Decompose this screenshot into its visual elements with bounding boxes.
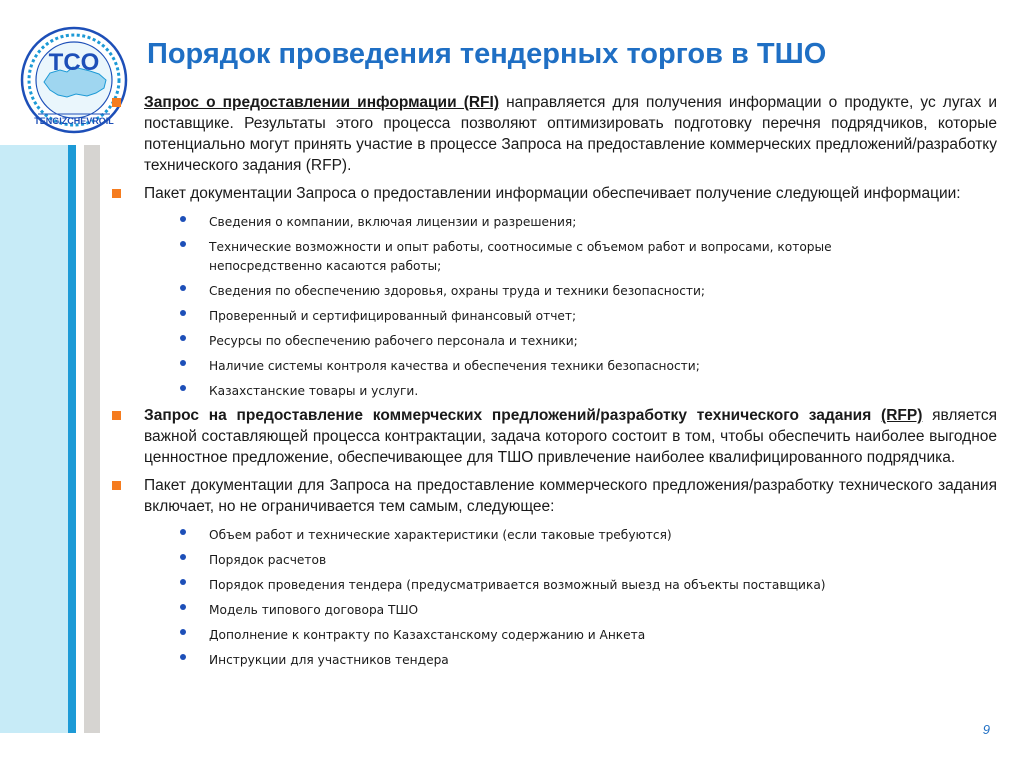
list-item: Проверенный и сертифицированный финансовый отчет; [112,305,997,324]
list-item: Объем работ и технические характеристики (если таковые требуются) [112,524,997,543]
left-decor-gray [84,145,100,733]
list-item: Технические возможности и опыт работы, соотносимые с объемом работ и вопросами, которые непосредственно касаются работы; [112,236,997,274]
bullet-dot-icon [180,529,186,535]
rfp-text: является важной составляющей процесса контрактации, задача которого состоит в том, чтобы обеспечить наиболее выгодное ценностное предложение, обеспечивающее для ТШО привлечение наиболее квалифицированного подрядчика. [144,407,997,466]
rfp-package-list [112,524,997,668]
list-item: Наличие системы контроля качества и обеспечения техники безопасности; [112,355,997,374]
logo-caption: TENGIZCHEVROIL [34,116,114,126]
rfi-text: направляется для получения информации о продукте, ус лугах и поставщике. Результаты этого процесса позволяют оптимизировать подготовку перечня подрядчиков, которые потенциально могут принять участие в процессе Запроса на предоставление коммерческих предложений/разработку технического задания (RFP). [144,94,997,174]
logo-letters: TCO [48,49,100,76]
rfp-package-paragraph: Пакет документации для Запроса на предоставление коммерческого предложения/разработку технического задания включает, но не ограничивается тем самым, следующее: [144,477,997,515]
bullet-dot-icon [180,579,186,585]
rfi-paragraph [144,92,997,176]
square-bullet-icon [112,98,121,107]
list-item: Порядок расчетов [112,549,997,568]
section-rfi-package [112,183,997,204]
section-rfp [112,405,997,468]
square-bullet-icon [112,411,121,420]
section-rfp-package [112,475,997,517]
square-bullet-icon [112,189,121,198]
page-number: 9 [982,722,990,737]
list-item: Инструкции для участников тендера [112,649,997,668]
rfi-package-paragraph: Пакет документации Запроса о предоставлении информации обеспечивает получение следующей информации: [144,185,961,202]
left-decor-panel [0,145,68,733]
square-bullet-icon [112,481,121,490]
left-decor-stripe [68,145,76,733]
page-title: Порядок проведения тендерных торгов в ТШО [147,38,827,70]
list-item: Дополнение к контракту по Казахстанскому содержанию и Анкета [112,624,997,643]
bullet-dot-icon [180,310,186,316]
bullet-dot-icon [180,285,186,291]
list-item: Сведения по обеспечению здоровья, охраны труда и техники безопасности; [112,280,997,299]
bullet-dot-icon [180,360,186,366]
bullet-dot-icon [180,629,186,635]
rfp-paragraph [144,405,997,468]
rfi-package-list [112,211,997,399]
rfp-lead-link: (RFP) [881,407,923,424]
slide-content [112,92,997,674]
list-item: Модель типового договора ТШО [112,599,997,618]
rfi-lead: Запрос о предоставлении информации (RFI) [144,94,499,111]
bullet-dot-icon [180,241,186,247]
bullet-dot-icon [180,554,186,560]
bullet-dot-icon [180,604,186,610]
bullet-dot-icon [180,335,186,341]
list-item: Казахстанские товары и услуги. [112,380,997,399]
bullet-dot-icon [180,216,186,222]
list-item: Ресурсы по обеспечению рабочего персонала и техники; [112,330,997,349]
bullet-dot-icon [180,654,186,660]
left-decor-gap [76,145,84,733]
section-rfi [112,92,997,176]
list-item: Сведения о компании, включая лицензии и разрешения; [112,211,997,230]
rfp-lead: Запрос на предоставление коммерческих предложений/разработку технического задания [144,407,872,424]
list-item: Порядок проведения тендера (предусматривается возможный выезд на объекты поставщика) [112,574,997,593]
bullet-dot-icon [180,385,186,391]
